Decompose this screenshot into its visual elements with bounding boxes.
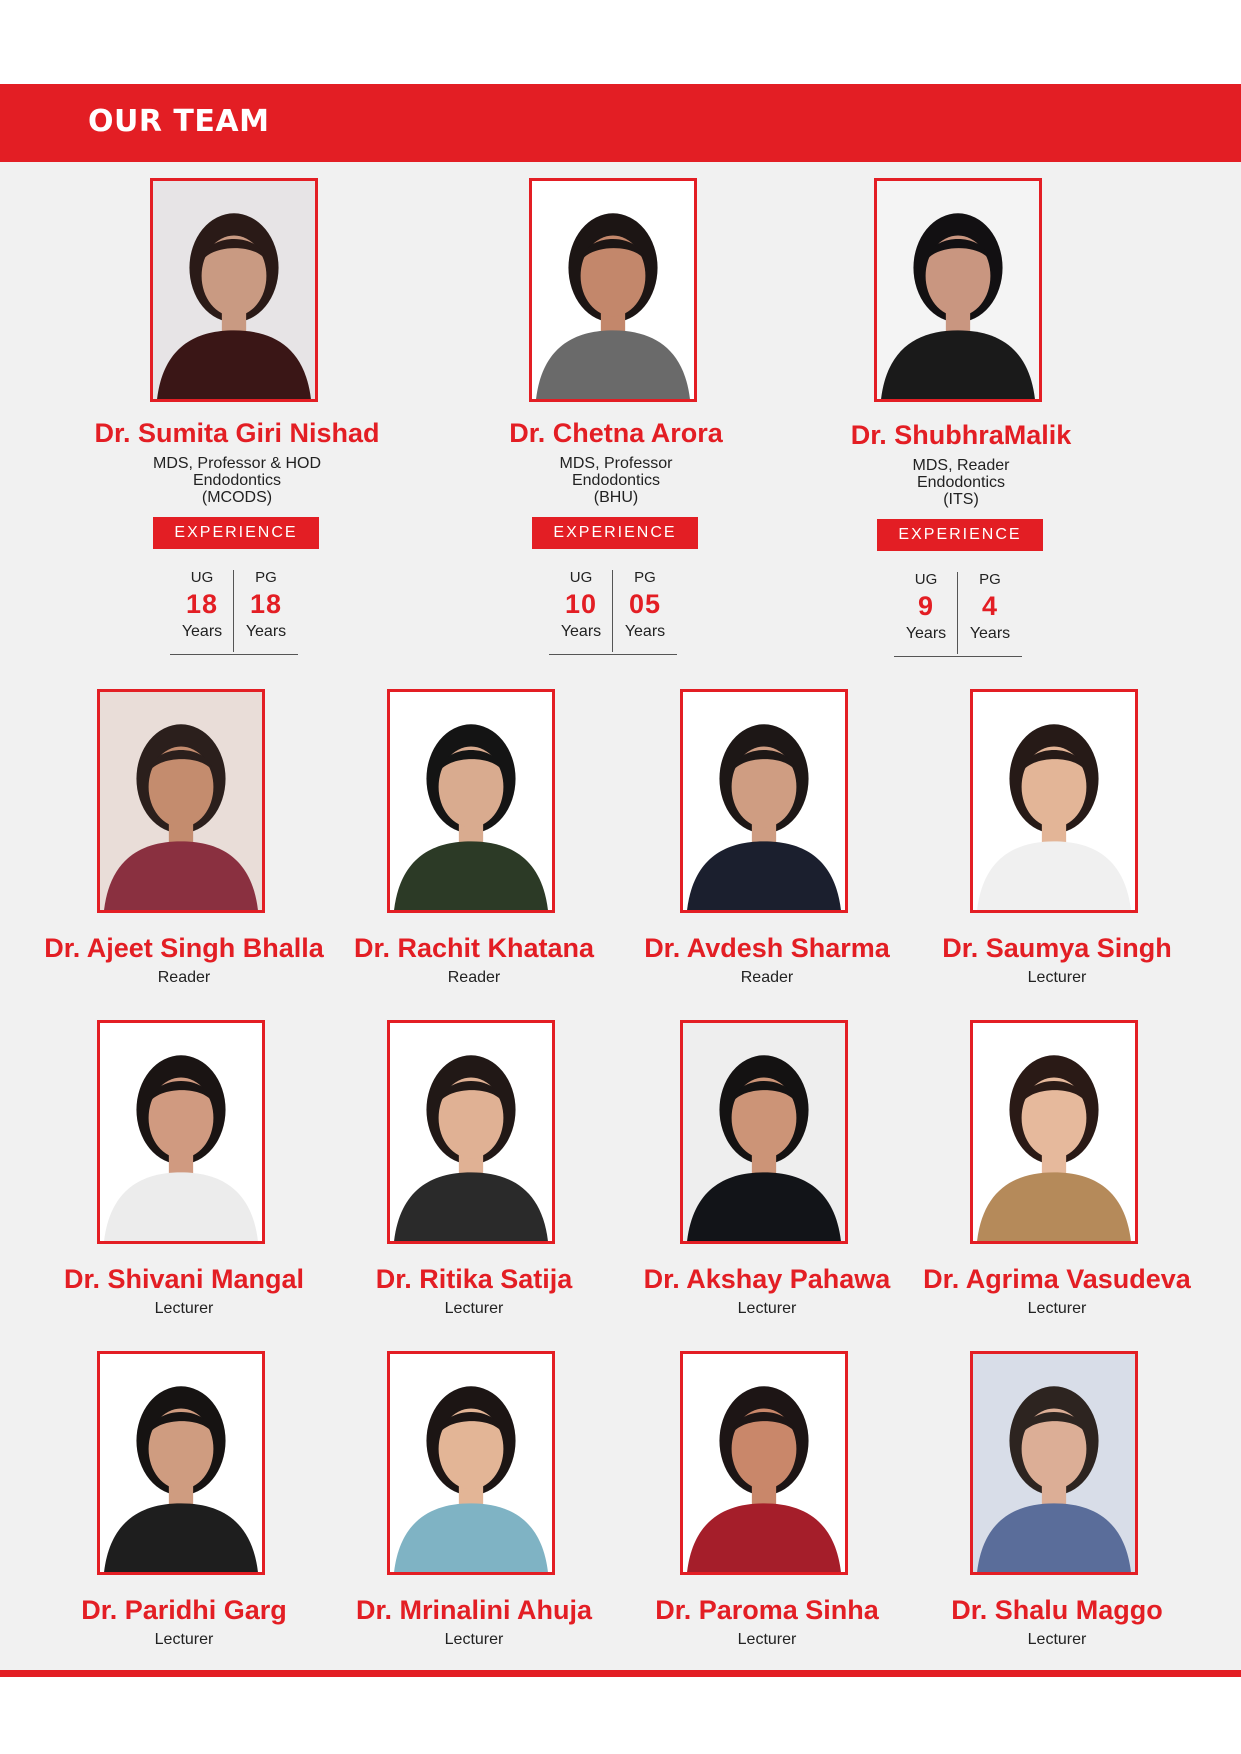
member-details — [60, 455, 414, 506]
experience-stats — [170, 568, 298, 656]
member-role: Lecturer — [1027, 969, 1087, 986]
profile-photo — [680, 1351, 848, 1575]
member-role: Lecturer — [154, 1631, 214, 1648]
member-name: Dr. Akshay Pahawa — [643, 1264, 891, 1294]
portrait-silhouette — [683, 692, 845, 910]
ug-years-value: 18 — [185, 589, 219, 619]
portrait-silhouette — [390, 692, 552, 910]
profile-photo — [387, 1351, 555, 1575]
profile-photo — [970, 1020, 1138, 1244]
pg-experience — [234, 568, 298, 644]
pg-years-value: 18 — [249, 589, 283, 619]
ug-label: UG — [569, 569, 593, 586]
ug-label: UG — [914, 571, 938, 588]
portrait-silhouette — [683, 1354, 845, 1572]
member-role: Reader — [157, 969, 211, 986]
profile-photo — [970, 689, 1138, 913]
member-name: Dr. Shalu Maggo — [951, 1595, 1163, 1625]
member-role: Lecturer — [1027, 1631, 1087, 1648]
stat-underline — [894, 656, 1022, 657]
ug-experience — [170, 568, 234, 644]
member-name: Dr. Rachit Khatana — [353, 933, 595, 963]
member-name: Dr. Paridhi Garg — [81, 1595, 287, 1625]
portrait-silhouette — [390, 1354, 552, 1572]
member-name: Dr. Ajeet Singh Bhalla — [44, 933, 324, 963]
member-name: Dr. ShubhraMalik — [850, 420, 1072, 450]
pg-unit: Years — [245, 623, 287, 640]
ug-years-value: 9 — [917, 591, 935, 621]
profile-photo — [150, 178, 318, 402]
stat-underline — [549, 654, 677, 655]
profile-photo — [387, 689, 555, 913]
profile-photo — [97, 689, 265, 913]
member-role: Lecturer — [444, 1300, 504, 1317]
portrait-silhouette — [973, 1354, 1135, 1572]
footer-divider — [0, 1670, 1241, 1677]
profile-photo — [680, 689, 848, 913]
stat-underline — [170, 654, 298, 655]
pg-experience — [958, 570, 1022, 646]
profile-photo — [680, 1020, 848, 1244]
member-name: Dr. Ritika Satija — [375, 1264, 573, 1294]
ug-unit: Years — [181, 623, 223, 640]
member-name: Dr. Agrima Vasudeva — [923, 1264, 1191, 1294]
portrait-silhouette — [100, 692, 262, 910]
member-name: Dr. Saumya Singh — [942, 933, 1172, 963]
ug-experience — [894, 570, 958, 646]
member-role: Lecturer — [154, 1300, 214, 1317]
pg-label: PG — [255, 569, 277, 586]
ug-label: UG — [190, 569, 214, 586]
experience-badge: EXPERIENCE — [153, 517, 319, 549]
portrait-silhouette — [877, 181, 1039, 399]
portrait-silhouette — [973, 1023, 1135, 1241]
member-name: Dr. Paroma Sinha — [655, 1595, 879, 1625]
member-degree: MDS, Professor & HOD — [152, 455, 322, 472]
pg-years-value: 4 — [981, 591, 999, 621]
pg-experience — [613, 568, 677, 644]
member-details — [784, 457, 1138, 508]
ug-years-value: 10 — [564, 589, 598, 619]
member-name: Dr. Mrinalini Ahuja — [355, 1595, 593, 1625]
experience-stats — [549, 568, 677, 656]
portrait-silhouette — [153, 181, 315, 399]
pg-unit: Years — [969, 625, 1011, 642]
portrait-silhouette — [683, 1023, 845, 1241]
member-degree: MDS, Reader — [912, 457, 1010, 474]
member-degree: MDS, Professor — [559, 455, 673, 472]
member-department: Endodontics — [571, 472, 661, 489]
page-title: OUR TEAM — [88, 104, 270, 139]
portrait-silhouette — [100, 1354, 262, 1572]
ug-unit: Years — [560, 623, 602, 640]
ug-unit: Years — [905, 625, 947, 642]
pg-label: PG — [979, 571, 1001, 588]
member-role: Lecturer — [737, 1300, 797, 1317]
member-name: Dr. Sumita Giri Nishad — [94, 418, 380, 448]
member-institution: (ITS) — [943, 491, 979, 508]
experience-badge: EXPERIENCE — [877, 519, 1043, 551]
profile-photo — [529, 178, 697, 402]
member-details — [439, 455, 793, 506]
profile-photo — [97, 1020, 265, 1244]
member-department: Endodontics — [192, 472, 282, 489]
member-role: Reader — [447, 969, 501, 986]
portrait-silhouette — [973, 692, 1135, 910]
profile-photo — [874, 178, 1042, 402]
portrait-silhouette — [532, 181, 694, 399]
experience-stats — [894, 570, 1022, 658]
member-name: Dr. Avdesh Sharma — [644, 933, 890, 963]
member-department: Endodontics — [916, 474, 1006, 491]
member-institution: (BHU) — [593, 489, 639, 506]
member-role: Reader — [740, 969, 794, 986]
ug-experience — [549, 568, 613, 644]
member-name: Dr. Chetna Arora — [509, 418, 723, 448]
pg-label: PG — [634, 569, 656, 586]
portrait-silhouette — [390, 1023, 552, 1241]
profile-photo — [387, 1020, 555, 1244]
pg-years-value: 05 — [628, 589, 662, 619]
member-name: Dr. Shivani Mangal — [63, 1264, 305, 1294]
member-role: Lecturer — [444, 1631, 504, 1648]
profile-photo — [97, 1351, 265, 1575]
profile-photo — [970, 1351, 1138, 1575]
member-role: Lecturer — [1027, 1300, 1087, 1317]
experience-badge: EXPERIENCE — [532, 517, 698, 549]
member-institution: (MCODS) — [201, 489, 273, 506]
portrait-silhouette — [100, 1023, 262, 1241]
header-band — [0, 84, 1241, 162]
pg-unit: Years — [624, 623, 666, 640]
member-role: Lecturer — [737, 1631, 797, 1648]
